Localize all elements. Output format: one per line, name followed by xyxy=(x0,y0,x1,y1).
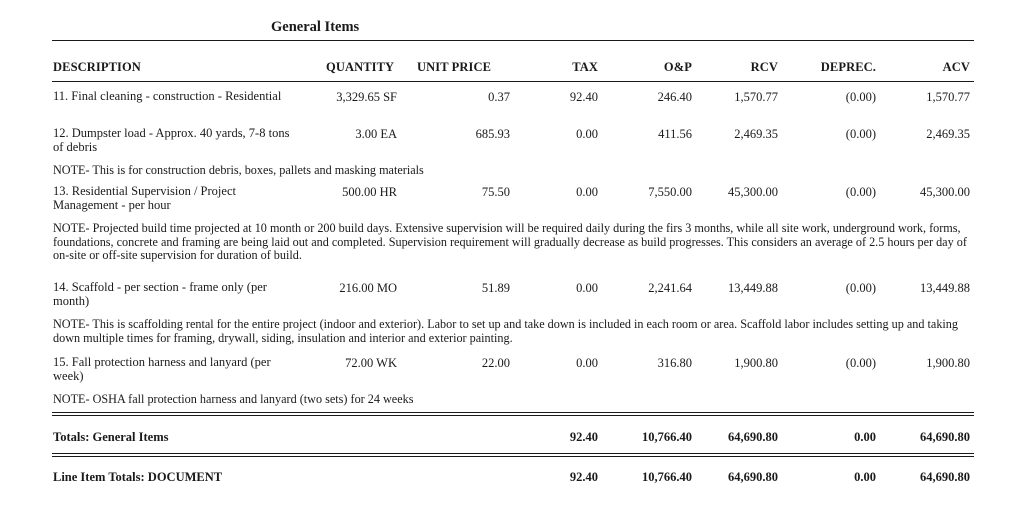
section-rule xyxy=(52,40,974,41)
totals-document-op: 10,766.40 xyxy=(642,470,692,484)
header-rule xyxy=(52,81,974,82)
item-14-rcv: 13,449.88 xyxy=(728,281,778,295)
item-11-acv: 1,570.77 xyxy=(926,90,970,104)
item-12-unit-price: 685.93 xyxy=(475,127,510,141)
totals-rule-top-2 xyxy=(52,415,974,416)
header-op: O&P xyxy=(663,60,692,74)
totals-general-acv: 64,690.80 xyxy=(920,430,970,444)
totals-general-deprec: 0.00 xyxy=(854,430,876,444)
item-13-acv: 45,300.00 xyxy=(920,185,970,199)
item-15-acv: 1,900.80 xyxy=(926,356,970,370)
totals-general-tax: 92.40 xyxy=(569,430,598,444)
item-13-deprec: (0.00) xyxy=(845,185,876,199)
item-13-rcv: 45,300.00 xyxy=(728,185,778,199)
item-15-note: NOTE- OSHA fall protection harness and lanyard (two sets) for 24 weeks xyxy=(53,392,414,406)
totals-general-op: 10,766.40 xyxy=(642,430,692,444)
item-13-note: NOTE- Projected build time projected at 10 month or 200 build days. Extensive supervision will be required daily during the firs 3 months, while all site work, underground work, forms, foundations, concrete and framing are being laid out and completed. Supervision requirement will gradually decrease as build progresses. This considers an average of 2.5 hours per day of on-site or off-site supervision for duration of build. xyxy=(53,221,967,263)
section-title: General Items xyxy=(271,19,360,35)
document-rule-top-2 xyxy=(52,456,974,457)
item-12-description: 12. Dumpster load - Approx. 40 yards, 7-8 tons of debris xyxy=(53,126,290,154)
item-12-quantity: 3.00 EA xyxy=(355,127,397,141)
item-14-unit-price: 51.89 xyxy=(481,281,510,295)
totals-document-rcv: 64,690.80 xyxy=(728,470,778,484)
item-15-quantity: 72.00 WK xyxy=(345,356,397,370)
item-14-quantity: 216.00 MO xyxy=(339,281,397,295)
document-rule-top-1 xyxy=(52,453,974,454)
item-14-acv: 13,449.88 xyxy=(920,281,970,295)
header-quantity: QUANTITY xyxy=(326,60,395,74)
totals-general-label: Totals: General Items xyxy=(53,430,169,444)
header-description: DESCRIPTION xyxy=(53,60,141,74)
item-15-deprec: (0.00) xyxy=(845,356,876,370)
totals-document-label: Line Item Totals: DOCUMENT xyxy=(53,470,223,484)
item-14-description: 14. Scaffold - per section - frame only (per month) xyxy=(53,280,267,308)
totals-document-deprec: 0.00 xyxy=(854,470,876,484)
totals-document-tax: 92.40 xyxy=(569,470,598,484)
item-11-rcv: 1,570.77 xyxy=(734,90,778,104)
item-11-description: 11. Final cleaning - construction - Residential xyxy=(53,89,282,103)
item-12-deprec: (0.00) xyxy=(845,127,876,141)
header-acv: ACV xyxy=(942,60,970,74)
item-11-quantity: 3,329.65 SF xyxy=(336,90,397,104)
totals-rule-top-1 xyxy=(52,412,974,413)
item-13-unit-price: 75.50 xyxy=(481,185,510,199)
item-11-unit-price: 0.37 xyxy=(488,90,510,104)
totals-general-rcv: 64,690.80 xyxy=(728,430,778,444)
item-14-tax: 0.00 xyxy=(576,281,598,295)
item-13-op: 7,550.00 xyxy=(648,185,692,199)
header-deprec: DEPREC. xyxy=(820,60,876,74)
item-12-tax: 0.00 xyxy=(576,127,598,141)
item-15-tax: 0.00 xyxy=(576,356,598,370)
item-13-description: 13. Residential Supervision / Project Management - per hour xyxy=(53,184,236,212)
header-unit-price: UNIT PRICE xyxy=(417,60,492,74)
item-15-op: 316.80 xyxy=(657,356,692,370)
item-12-note: NOTE- This is for construction debris, boxes, pallets and masking materials xyxy=(53,163,424,177)
item-13-tax: 0.00 xyxy=(576,185,598,199)
item-11-op: 246.40 xyxy=(657,90,692,104)
item-14-deprec: (0.00) xyxy=(845,281,876,295)
item-12-rcv: 2,469.35 xyxy=(734,127,778,141)
item-14-note: NOTE- This is scaffolding rental for the entire project (indoor and exterior). Labor to set up and take down is included in each room or area. Scaffold labor includes setting up and taking down multiple times for framing, drywall, siding, insulation and interior and exterior painting. xyxy=(53,317,958,345)
item-13-quantity: 500.00 HR xyxy=(342,185,397,199)
totals-document-acv: 64,690.80 xyxy=(920,470,970,484)
header-tax: TAX xyxy=(572,60,598,74)
item-15-description: 15. Fall protection harness and lanyard (per week) xyxy=(53,355,271,383)
item-11-deprec: (0.00) xyxy=(845,90,876,104)
item-14-op: 2,241.64 xyxy=(648,281,692,295)
item-15-rcv: 1,900.80 xyxy=(734,356,778,370)
item-15-unit-price: 22.00 xyxy=(481,356,510,370)
item-12-acv: 2,469.35 xyxy=(926,127,970,141)
item-11-tax: 92.40 xyxy=(569,90,598,104)
header-rcv: RCV xyxy=(750,60,778,74)
item-12-op: 411.56 xyxy=(658,127,692,141)
